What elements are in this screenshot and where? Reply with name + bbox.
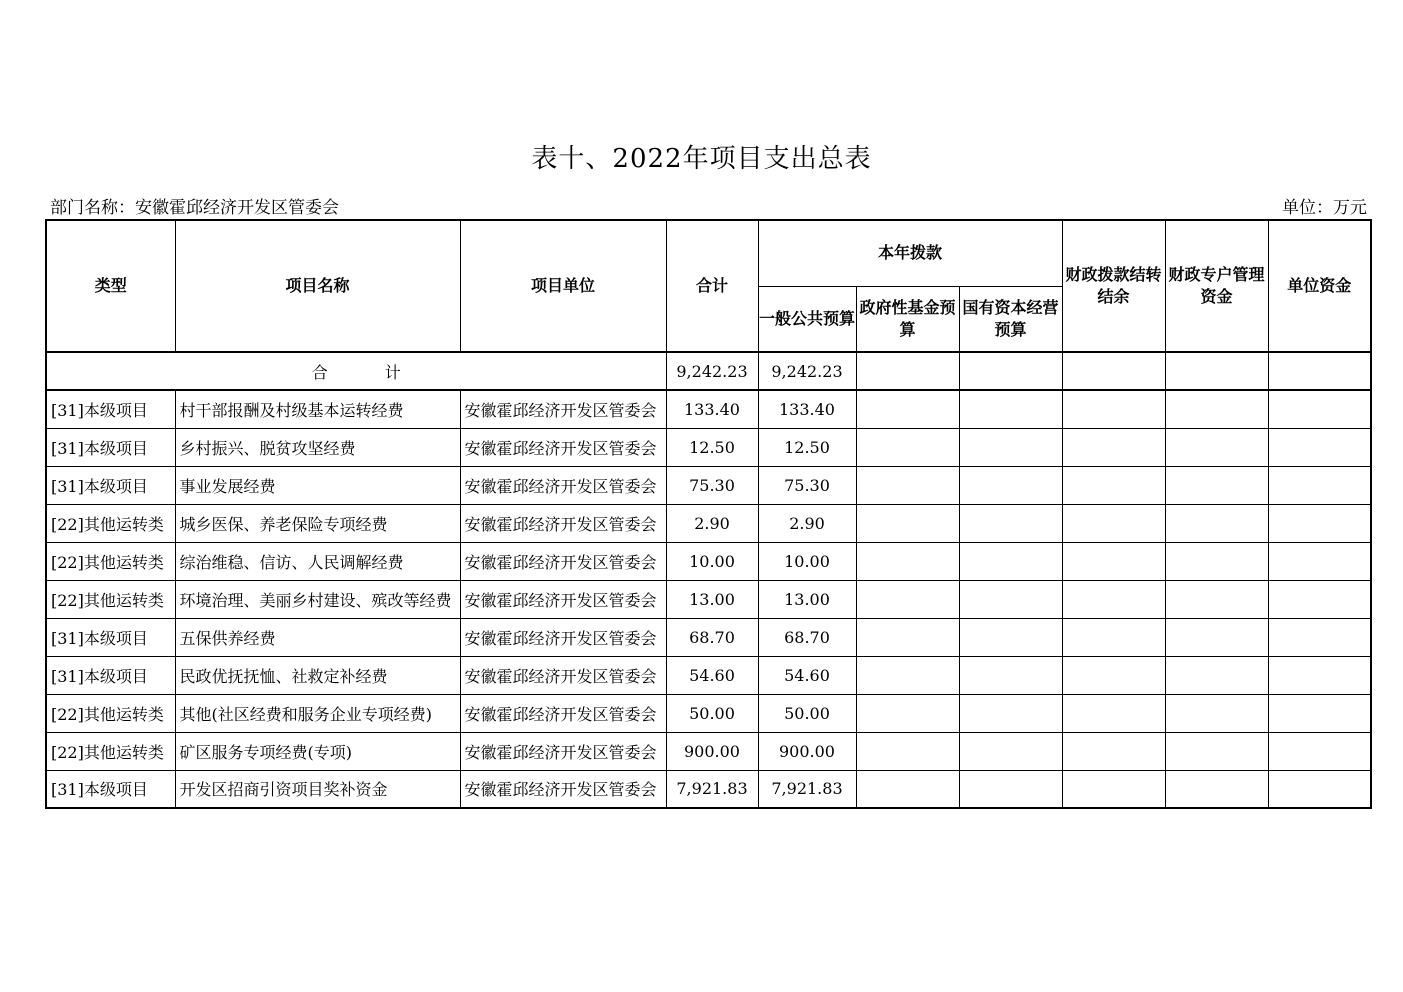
row-general-budget: 50.00 <box>758 694 856 732</box>
empty-cell <box>959 428 1062 466</box>
row-project-name: 城乡医保、养老保险专项经费 <box>175 504 460 542</box>
empty-cell <box>856 580 959 618</box>
total-amount: 9,242.23 <box>666 352 758 390</box>
empty-cell <box>959 580 1062 618</box>
empty-cell <box>856 504 959 542</box>
empty-cell <box>1268 428 1371 466</box>
row-project-unit: 安徽霍邱经济开发区管委会 <box>460 580 666 618</box>
row-general-budget: 68.70 <box>758 618 856 656</box>
row-total: 68.70 <box>666 618 758 656</box>
empty-cell <box>1268 466 1371 504</box>
empty-cell <box>959 504 1062 542</box>
row-type: [31]本级项目 <box>46 770 175 808</box>
table-row <box>46 580 1371 618</box>
empty-cell <box>1062 770 1165 808</box>
empty-cell <box>1165 656 1268 694</box>
row-type: [22]其他运转类 <box>46 732 175 770</box>
department-name: 部门名称：安徽霍邱经济开发区管委会 <box>50 198 339 218</box>
empty-cell <box>1062 580 1165 618</box>
row-project-unit: 安徽霍邱经济开发区管委会 <box>460 390 666 428</box>
row-project-name: 开发区招商引资项目奖补资金 <box>175 770 460 808</box>
row-project-name: 村干部报酬及村级基本运转经费 <box>175 390 460 428</box>
row-general-budget: 12.50 <box>758 428 856 466</box>
empty-cell <box>1062 466 1165 504</box>
empty-cell <box>856 656 959 694</box>
row-project-name: 矿区服务专项经费(专项) <box>175 732 460 770</box>
row-project-unit: 安徽霍邱经济开发区管委会 <box>460 732 666 770</box>
empty-cell <box>959 694 1062 732</box>
header-project-unit: 项目单位 <box>460 220 666 352</box>
empty-cell <box>1165 732 1268 770</box>
empty-cell <box>1062 428 1165 466</box>
row-type: [31]本级项目 <box>46 656 175 694</box>
row-project-unit: 安徽霍邱经济开发区管委会 <box>460 618 666 656</box>
empty-cell <box>1268 542 1371 580</box>
empty-cell <box>856 466 959 504</box>
empty-cell <box>1268 770 1371 808</box>
table-row <box>46 732 1371 770</box>
row-project-unit: 安徽霍邱经济开发区管委会 <box>460 770 666 808</box>
empty-cell <box>1165 428 1268 466</box>
empty-cell <box>1165 580 1268 618</box>
header-total: 合计 <box>666 220 758 352</box>
row-type: [31]本级项目 <box>46 466 175 504</box>
empty-cell <box>1062 390 1165 428</box>
row-general-budget: 54.60 <box>758 656 856 694</box>
row-project-unit: 安徽霍邱经济开发区管委会 <box>460 542 666 580</box>
empty-cell <box>959 656 1062 694</box>
empty-cell <box>1062 732 1165 770</box>
empty-cell <box>1268 580 1371 618</box>
row-general-budget: 7,921.83 <box>758 770 856 808</box>
row-project-unit: 安徽霍邱经济开发区管委会 <box>460 656 666 694</box>
table-row <box>46 656 1371 694</box>
table-row <box>46 390 1371 428</box>
empty-cell <box>1165 466 1268 504</box>
empty-cell <box>959 466 1062 504</box>
row-type: [31]本级项目 <box>46 390 175 428</box>
row-project-name: 乡村振兴、脱贫攻坚经费 <box>175 428 460 466</box>
empty-cell <box>1268 694 1371 732</box>
row-total: 7,921.83 <box>666 770 758 808</box>
header-current-year: 本年拨款 <box>758 220 1062 286</box>
empty-cell <box>1165 770 1268 808</box>
row-general-budget: 133.40 <box>758 390 856 428</box>
total-general-budget: 9,242.23 <box>758 352 856 390</box>
total-row <box>46 352 1371 390</box>
total-label: 合 计 <box>46 352 666 390</box>
empty-cell <box>1268 656 1371 694</box>
header-fiscal-special: 财政专户管理资金 <box>1165 220 1268 352</box>
empty-cell <box>1165 618 1268 656</box>
empty-cell <box>1165 542 1268 580</box>
empty-cell <box>959 732 1062 770</box>
row-general-budget: 10.00 <box>758 542 856 580</box>
row-project-name: 其他(社区经费和服务企业专项经费) <box>175 694 460 732</box>
empty-cell <box>1165 694 1268 732</box>
table-row <box>46 694 1371 732</box>
empty-cell <box>856 390 959 428</box>
table-row <box>46 770 1371 808</box>
row-general-budget: 900.00 <box>758 732 856 770</box>
table-row <box>46 466 1371 504</box>
empty-cell <box>959 542 1062 580</box>
empty-cell <box>1268 504 1371 542</box>
row-project-name: 环境治理、美丽乡村建设、殡改等经费 <box>175 580 460 618</box>
row-type: [31]本级项目 <box>46 428 175 466</box>
empty-cell <box>856 694 959 732</box>
empty-cell <box>1268 390 1371 428</box>
empty-cell <box>856 542 959 580</box>
row-total: 133.40 <box>666 390 758 428</box>
row-project-name: 事业发展经费 <box>175 466 460 504</box>
header-gov-fund-budget: 政府性基金预算 <box>856 286 959 352</box>
header-unit-funds: 单位资金 <box>1268 220 1371 352</box>
empty-cell <box>856 732 959 770</box>
empty-cell <box>959 770 1062 808</box>
table-row <box>46 542 1371 580</box>
row-total: 2.90 <box>666 504 758 542</box>
row-project-unit: 安徽霍邱经济开发区管委会 <box>460 694 666 732</box>
row-general-budget: 13.00 <box>758 580 856 618</box>
header-project-name: 项目名称 <box>175 220 460 352</box>
table-row <box>46 618 1371 656</box>
row-type: [22]其他运转类 <box>46 504 175 542</box>
row-type: [22]其他运转类 <box>46 580 175 618</box>
row-total: 13.00 <box>666 580 758 618</box>
empty-cell <box>856 770 959 808</box>
row-project-name: 民政优抚抚恤、社救定补经费 <box>175 656 460 694</box>
row-total: 10.00 <box>666 542 758 580</box>
currency-unit: 单位：万元 <box>1282 198 1367 218</box>
header-state-capital-budget: 国有资本经营预算 <box>959 286 1062 352</box>
row-project-name: 综治维稳、信访、人民调解经费 <box>175 542 460 580</box>
table-row <box>46 428 1371 466</box>
empty-cell <box>1165 504 1268 542</box>
row-type: [22]其他运转类 <box>46 694 175 732</box>
empty-cell <box>856 618 959 656</box>
row-project-name: 五保供养经费 <box>175 618 460 656</box>
project-expenditure-table <box>45 219 1372 809</box>
empty-cell <box>1062 618 1165 656</box>
empty-cell <box>959 390 1062 428</box>
empty-cell <box>1268 732 1371 770</box>
header-general-budget: 一般公共预算 <box>758 286 856 352</box>
row-type: [31]本级项目 <box>46 618 175 656</box>
empty-cell <box>1062 656 1165 694</box>
row-type: [22]其他运转类 <box>46 542 175 580</box>
row-total: 75.30 <box>666 466 758 504</box>
empty-cell <box>1062 504 1165 542</box>
row-general-budget: 75.30 <box>758 466 856 504</box>
header-fiscal-carryover: 财政拨款结转结余 <box>1062 220 1165 352</box>
page-title: 表十、2022年项目支出总表 <box>531 144 872 174</box>
table-row <box>46 504 1371 542</box>
empty-cell <box>1268 618 1371 656</box>
row-general-budget: 2.90 <box>758 504 856 542</box>
empty-cell <box>959 618 1062 656</box>
empty-cell <box>1165 390 1268 428</box>
row-project-unit: 安徽霍邱经济开发区管委会 <box>460 466 666 504</box>
row-project-unit: 安徽霍邱经济开发区管委会 <box>460 504 666 542</box>
empty-cell <box>856 428 959 466</box>
empty-cell <box>1062 694 1165 732</box>
row-total: 900.00 <box>666 732 758 770</box>
row-total: 12.50 <box>666 428 758 466</box>
row-project-unit: 安徽霍邱经济开发区管委会 <box>460 428 666 466</box>
row-total: 54.60 <box>666 656 758 694</box>
empty-cell <box>1062 542 1165 580</box>
row-total: 50.00 <box>666 694 758 732</box>
header-type: 类型 <box>46 220 175 352</box>
